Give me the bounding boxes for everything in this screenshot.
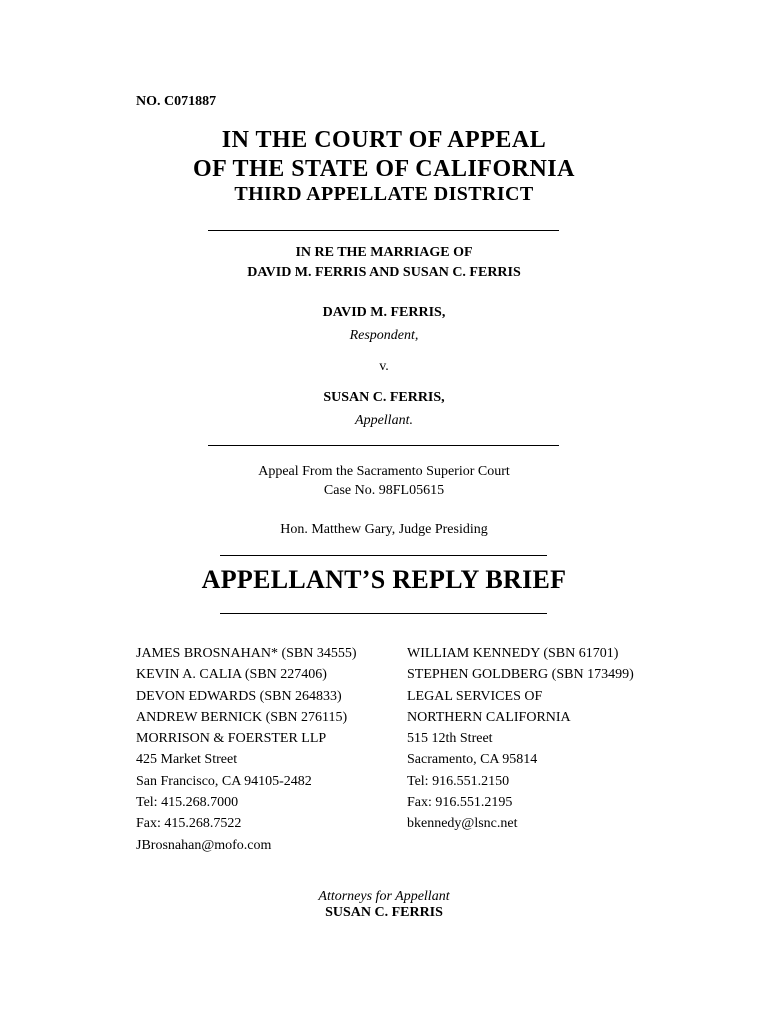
address-line: 515 12th Street — [407, 731, 493, 747]
firm-name: MORRISON & FOERSTER LLP — [136, 731, 327, 747]
counsel-right-block — [407, 643, 634, 835]
brief-title: APPELLANT’S REPLY BRIEF — [201, 565, 567, 594]
divider-rule — [220, 555, 547, 556]
matter-line-1: IN RE THE MARRIAGE OF — [295, 245, 473, 260]
fax: Fax: 916.551.2195 — [407, 795, 513, 811]
counsel-line: KEVIN A. CALIA (SBN 227406) — [136, 667, 327, 683]
divider-rule — [208, 445, 559, 446]
court-title-line-2: OF THE STATE OF CALIFORNIA — [193, 156, 575, 182]
address-line: Sacramento, CA 95814 — [407, 752, 538, 768]
court-district: THIRD APPELLATE DISTRICT — [234, 183, 534, 205]
counsel-line: DEVON EDWARDS (SBN 264833) — [136, 688, 342, 704]
appellant-role: Appellant. — [355, 413, 413, 428]
matter-line-2: DAVID M. FERRIS AND SUSAN C. FERRIS — [247, 265, 521, 280]
case-number: NO. C071887 — [136, 94, 217, 109]
phone: Tel: 415.268.7000 — [136, 795, 239, 811]
respondent-name: DAVID M. FERRIS, — [322, 305, 446, 320]
phone: Tel: 916.551.2150 — [407, 773, 510, 789]
email: JBrosnahan@mofo.com — [136, 837, 272, 853]
client-name: SUSAN C. FERRIS — [325, 905, 443, 920]
counsel-line: STEPHEN GOLDBERG (SBN 173499) — [407, 667, 634, 683]
attorneys-for-label: Attorneys for Appellant — [318, 889, 450, 904]
court-title-line-1: IN THE COURT OF APPEAL — [221, 127, 547, 153]
appeal-from: Appeal From the Sacramento Superior Court — [258, 464, 510, 479]
respondent-role: Respondent, — [349, 328, 419, 343]
divider-rule — [220, 613, 547, 614]
address-line: 425 Market Street — [136, 752, 238, 768]
presiding-judge: Hon. Matthew Gary, Judge Presiding — [280, 522, 488, 537]
address-line: San Francisco, CA 94105-2482 — [136, 773, 312, 789]
versus: v. — [379, 359, 389, 374]
firm-name: NORTHERN CALIFORNIA — [407, 709, 571, 725]
divider-rule — [208, 230, 559, 231]
appellant-name: SUSAN C. FERRIS, — [323, 390, 445, 405]
counsel-line: JAMES BROSNAHAN* (SBN 34555) — [136, 646, 357, 661]
email: bkennedy@lsnc.net — [407, 816, 518, 832]
lower-court-case-number: Case No. 98FL05615 — [323, 483, 445, 498]
firm-name: LEGAL SERVICES OF — [407, 688, 543, 704]
counsel-line: ANDREW BERNICK (SBN 276115) — [136, 709, 348, 725]
counsel-line: WILLIAM KENNEDY (SBN 61701) — [407, 646, 619, 661]
counsel-left-block — [136, 643, 357, 856]
fax: Fax: 415.268.7522 — [136, 816, 242, 832]
